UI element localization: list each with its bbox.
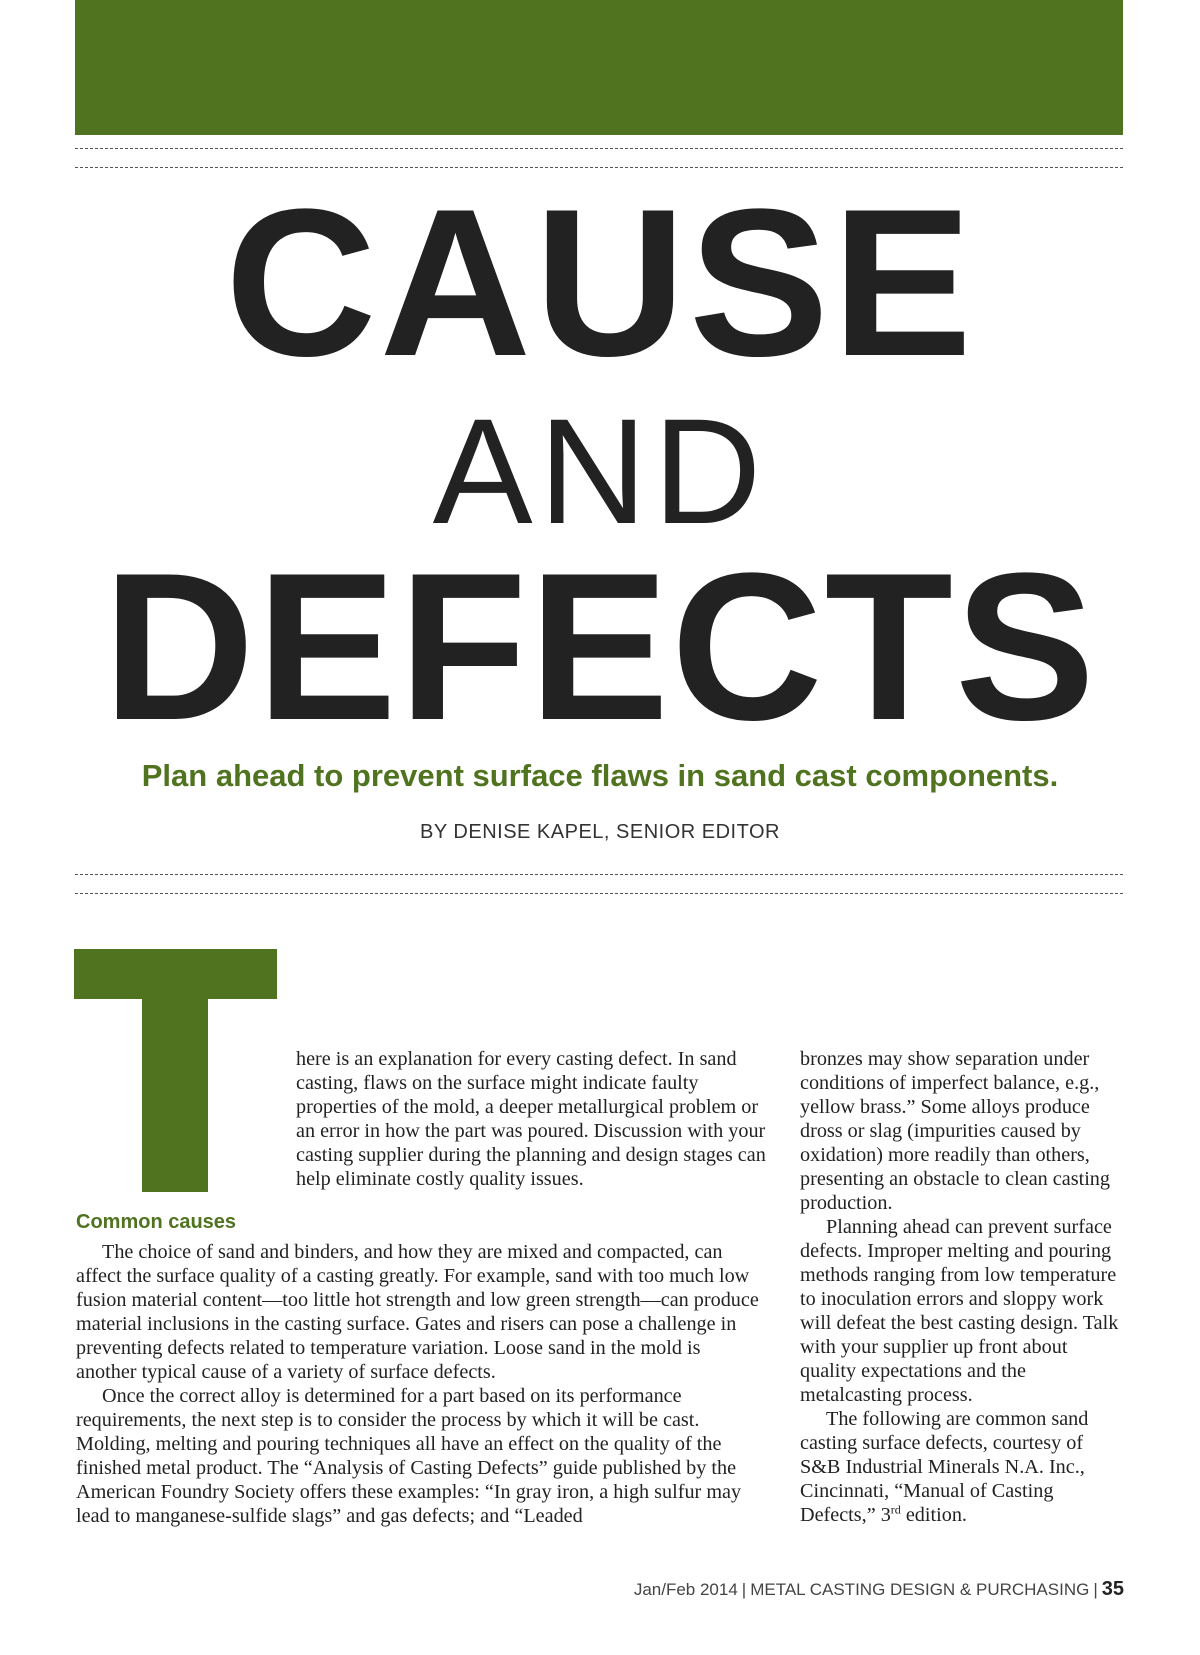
- intro-paragraph-block: [296, 1047, 766, 1191]
- footer-separator: |: [1093, 1580, 1098, 1599]
- footer-publication: METAL CASTING DESIGN & PURCHASING: [750, 1580, 1090, 1599]
- body-paragraph: The choice of sand and binders, and how they are mixed and compacted, can affect the surface quality of a casting greatly. For example, sand with too much low fusion material content—too little hot strength and low green strength—can produce material inclusions in the casting surface. Gates and risers can pose a challenge in preventing defects related to temperature variation. Loose sand in the mold is another typical cause of a variety of surface defects.: [76, 1241, 759, 1383]
- drop-cap-stem: [142, 949, 208, 1192]
- headline-and: AND: [432, 387, 768, 555]
- citation-text: The following are common sand casting surface defects, courtesy of S&B Industrial Minerals N.A. Inc., Cincinnati, “Manual of Casting Defects,” 3: [800, 1408, 1089, 1526]
- dashed-divider-top-1: [75, 148, 1123, 149]
- intro-paragraph: here is an explanation for every casting defect. In sand casting, flaws on the surface might indicate faulty properties of the mold, a deeper metallurgical problem or an error in how the part was poured. Discussion with your casting supplier during the planning and design stages can help eliminate costly quality issues.: [296, 1048, 766, 1190]
- dashed-divider-bottom-2: [75, 893, 1123, 894]
- section-heading-common-causes: Common causes: [76, 1211, 237, 1233]
- ordinal-suffix: rd: [890, 1502, 901, 1517]
- body-paragraph: Planning ahead can prevent surface defects. Improper melting and pouring methods ranging from low temperature to inoculation errors and sloppy work will defeat the best casting design. Talk with your supplier up front about quality expectations and the metalcasting process.: [800, 1216, 1119, 1406]
- left-column: [76, 1240, 766, 1528]
- dashed-divider-bottom-1: [75, 874, 1123, 875]
- page-number: 35: [1101, 1578, 1124, 1600]
- headline-defects: DEFECTS: [102, 529, 1098, 764]
- headline-cause: CAUSE: [224, 165, 976, 400]
- body-paragraph-citation: [800, 1407, 1125, 1527]
- page-footer: [634, 1578, 1124, 1601]
- article-subtitle: Plan ahead to prevent surface flaws in sand cast components.: [141, 758, 1059, 793]
- right-column: [800, 1047, 1125, 1527]
- footer-separator: |: [741, 1580, 747, 1599]
- article-byline: BY DENISE KAPEL, SENIOR EDITOR: [420, 821, 780, 843]
- body-paragraph: bronzes may show separation under conditions of imperfect balance, e.g., yellow brass.” Some alloys produce dross or slag (impurities caused by oxidation) more readily than others, presenting an obstacle to clean casting production.: [800, 1048, 1110, 1214]
- drop-cap-t: [74, 949, 277, 1192]
- footer-issue: Jan/Feb 2014: [633, 1580, 738, 1599]
- top-green-banner: [75, 0, 1123, 135]
- body-paragraph: Once the correct alloy is determined for a part based on its performance requirements, the next step is to consider the process by which it will be cast. Molding, melting and pouring techniques all have an effect on the quality of the finished metal product. The “Analysis of Casting Defects” guide published by the American Foundry Society offers these examples: “In gray iron, a high sulfur may lead to manganese-sulfide slags” and gas defects; and “Leaded: [76, 1385, 742, 1527]
- citation-tail: edition.: [900, 1504, 967, 1526]
